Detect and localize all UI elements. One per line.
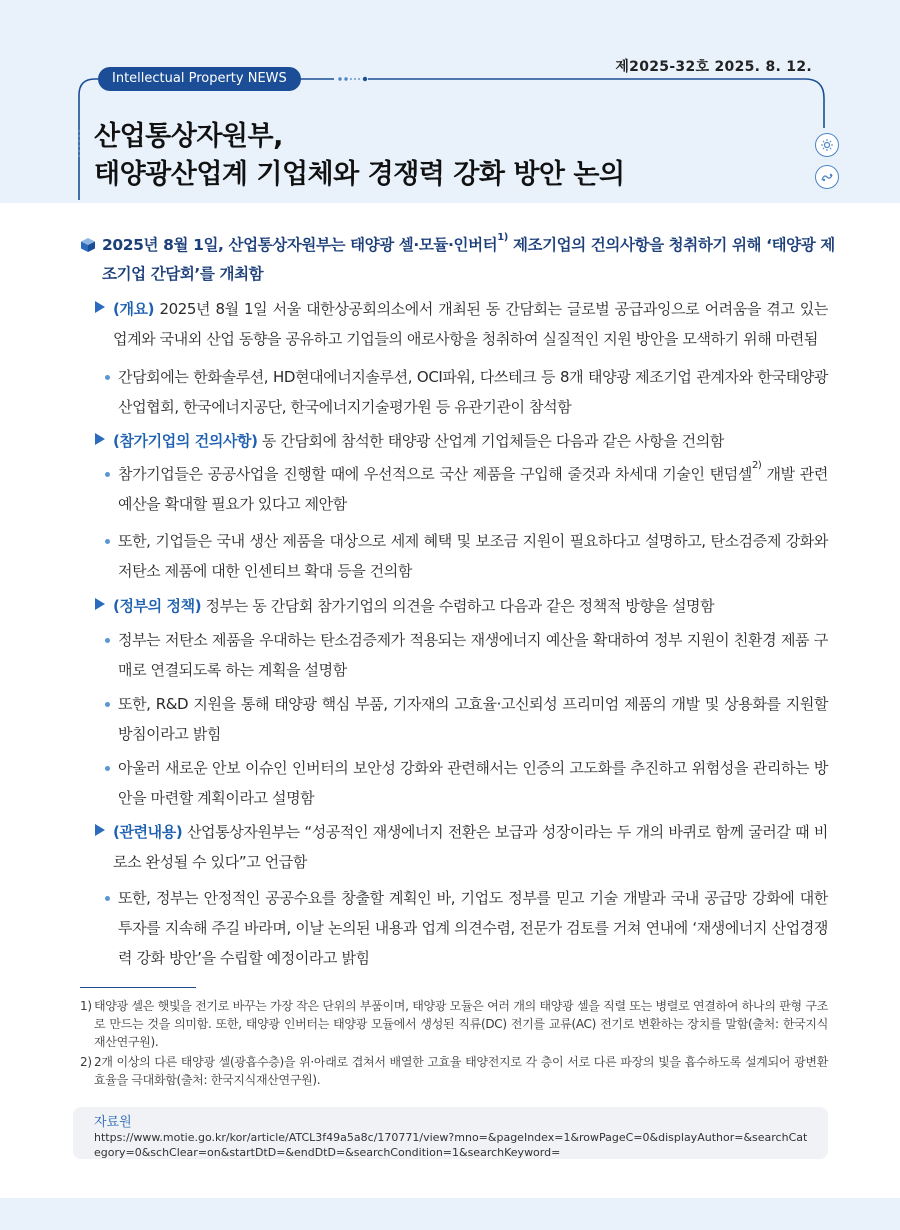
suggestion-bullet-1-cont: 개발 관련 예산을 확대할 필요가 있다고 제안함 — [118, 465, 828, 513]
footnote-2 — [80, 1053, 828, 1089]
dot-bullet-icon — [105, 375, 110, 380]
header-frame — [0, 0, 900, 230]
overview-tag: (개요) — [113, 300, 155, 318]
footnote-ref-2: 2) — [751, 460, 762, 471]
footnote-2-number: 2) — [80, 1055, 92, 1069]
page-title — [94, 118, 625, 194]
footnote-2-text: 2개 이상의 다른 태양광 셀(광흡수층)을 위·아래로 겹쳐서 배열한 고효율 태양전지로 각 층이 서로 다른 파장의 빛을 흡수하도록 설계되어 광변환 효율을 극대화함(출처: 한국지식재산연구원). — [94, 1055, 828, 1087]
policy-tag: (정부의 정책) — [113, 597, 202, 615]
footnote-1-text: 태양광 셀은 햇빛을 전기로 바꾸는 가장 작은 단위의 부품이며, 태양광 모듈은 여러 개의 태양광 셀을 직렬 또는 병렬로 연결하여 하나의 판형 구조로 만드는 것을 의미함. 또한, 태양광 인버터는 태양광 모듈에서 생성된 직류(DC) 전기를 교류(AC) 전기로 변환하는 장치를 말함(출처: 한국지식재산연구원). — [94, 999, 828, 1049]
policy-bullet-3: 아울러 새로운 안보 이슈인 인버터의 보안성 강화와 관련해서는 인증의 고도화를 추진하고 위험성을 관리하는 방안을 마련할 계획이라고 설명함 — [118, 759, 828, 807]
related-text: 산업통상자원부는 “성공적인 재생에너지 전환은 보급과 성장이라는 두 개의 바퀴로 함께 굴러갈 때 비로소 완성될 수 있다”고 언급함 — [113, 823, 828, 871]
triangle-bullet-icon — [95, 824, 105, 836]
suggestion-tag: (참가기업의 건의사항) — [113, 432, 258, 450]
dot-bullet-icon — [105, 539, 110, 544]
news-tag: Intellectual Property NEWS — [98, 67, 301, 91]
dot-bullet-icon — [105, 472, 110, 477]
footnote-ref-1: 1) — [497, 232, 508, 243]
policy-text: 정부는 동 간담회 참가기업의 의견을 수렴하고 다음과 같은 정책적 방향을 설명함 — [201, 597, 715, 615]
lead-text-cont: 제조기업의 건의사항을 청취하기 위해 ‘태양광 제조기업 간담회’를 개최함 — [102, 236, 835, 283]
circle-gear-icon — [815, 165, 839, 189]
overview-bullet-1: 간담회에는 한화솔루션, HD현대에너지솔루션, OCI파워, 다쓰테크 등 8개 태양광 제조기업 관계자와 한국태양광산업협회, 한국에너지공단, 한국에너지기술평가원 등 유관기관이 참석함 — [118, 368, 828, 416]
suggestion-bullet-2: 또한, 기업들은 국내 생산 제품을 대상으로 세제 혜택 및 보조금 지원이 필요하다고 설명하고, 탄소검증제 강화와 저탄소 제품에 대한 인센티브 확대 등을 건의함 — [118, 532, 828, 580]
dot-bullet-icon — [105, 638, 110, 643]
issue-number: 제2025-32호 2025. 8. 12. — [615, 59, 812, 75]
footer-background — [0, 1198, 900, 1230]
dot-bullet-icon — [105, 896, 110, 901]
policy-bullet-2: 또한, R&D 지원을 통해 태양광 핵심 부품, 기자재의 고효율·고신뢰성 프리미엄 제품의 개발 및 상용화를 지원할 방침이라고 밝힘 — [118, 695, 828, 743]
suggestion-bullet-1 — [118, 459, 828, 519]
circle-emblem-icon — [815, 133, 839, 157]
policy-bullet-1: 정부는 저탄소 제품을 우대하는 탄소검증제가 적용되는 재생에너지 예산을 확대하여 정부 지원이 친환경 제품 구매로 연결되도록 하는 계획을 설명함 — [118, 631, 828, 679]
title-line-2: 태양광산업계 기업체와 경쟁력 강화 방안 논의 — [94, 159, 625, 190]
source-link[interactable]: https://www.motie.go.kr/kor/article/ATCL3f49a5a8c/170771/view?mno=&pageIndex=1&rowPageC=0&displayAuthor=&searchCategory=0&schClear=on&startDtD=&endDtD=&searchCondition=1&searchKeyword= — [94, 1131, 808, 1159]
triangle-bullet-icon — [95, 598, 105, 610]
footnote-1-number: 1) — [80, 999, 92, 1013]
related-tag: (관련내용) — [113, 823, 183, 841]
overview-paragraph — [113, 294, 828, 354]
cube-icon — [80, 237, 96, 253]
dot-bullet-icon — [105, 702, 110, 707]
suggestion-text: 동 간담회에 참석한 태양광 산업계 기업체들은 다음과 같은 사항을 건의함 — [257, 432, 724, 450]
triangle-bullet-icon — [95, 433, 105, 445]
suggestion-bullet-1-text: 참가기업들은 공공사업을 진행할 때에 우선적으로 국산 제품을 구입해 줄것과 차세대 기술인 탠덤셀 — [118, 465, 752, 483]
footnote-divider — [80, 987, 196, 988]
dot-bullet-icon — [105, 766, 110, 771]
suggestion-paragraph — [113, 426, 828, 456]
lead-text: 2025년 8월 1일, 산업통상자원부는 태양광 셀·모듈·인버터 — [102, 236, 498, 254]
overview-text: 2025년 8월 1일 서울 대한상공회의소에서 개최된 동 간담회는 글로벌 공급과잉으로 어려움을 겪고 있는 업계와 국내외 산업 동향을 공유하고 기업들의 애로사항을 청취하여 실질적인 지원 방안을 모색하기 위해 마련됨 — [113, 300, 828, 348]
title-line-1: 산업통상자원부, — [94, 121, 283, 152]
lead-paragraph — [102, 231, 842, 289]
footnote-1 — [80, 997, 828, 1051]
source-label: 자료원 — [94, 1115, 132, 1130]
related-bullet-1: 또한, 정부는 안정적인 공공수요를 창출할 계획인 바, 기업도 정부를 믿고 기술 개발과 국내 공급망 강화에 대한 투자를 지속해 주길 바라며, 이날 논의된 내용과 업계 의견수렴, 전문가 검토를 거쳐 연내에 ‘재생에너지 산업경쟁력 강화 방안’을 수립할 예정이라고 밝힘 — [118, 889, 828, 967]
triangle-bullet-icon — [95, 301, 105, 313]
related-paragraph — [113, 817, 828, 877]
policy-paragraph — [113, 591, 828, 621]
